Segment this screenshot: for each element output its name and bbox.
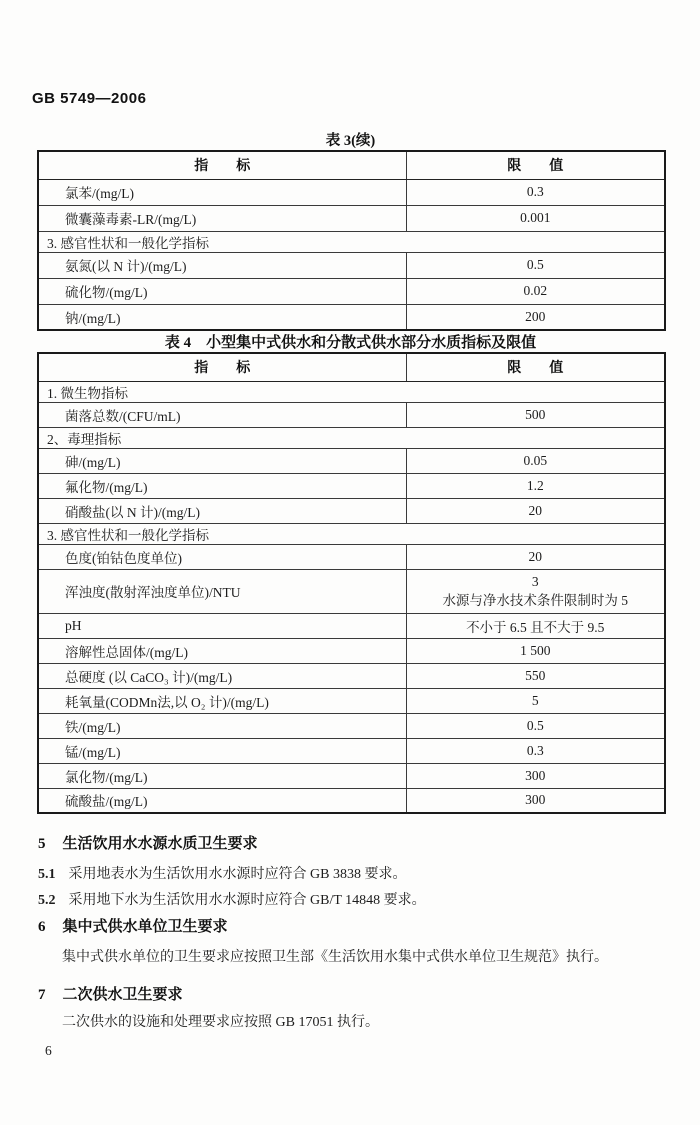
indicator-cell: 铁/(mg/L)	[38, 713, 406, 738]
clause-5-1	[38, 863, 406, 883]
section-title: 二次供水卫生要求	[62, 987, 183, 1003]
section-number: 6	[38, 919, 46, 935]
indicator-cell: pH	[38, 613, 406, 638]
table-header-row	[38, 151, 665, 179]
category-cell: 3. 感官性状和一般化学指标	[38, 231, 665, 252]
indicator-cell: 微囊藻毒素-LR/(mg/L)	[38, 205, 406, 231]
table-row	[38, 498, 665, 523]
limit-cell: 300	[406, 788, 665, 813]
limit-cell: 0.02	[406, 278, 665, 304]
indicator-cell: 总硬度 (以 CaCO₃ 计)/(mg/L)	[38, 663, 406, 688]
indicator-cell: 硫酸盐/(mg/L)	[38, 788, 406, 813]
table-3	[37, 150, 666, 331]
section-title: 生活饮用水水源水质卫生要求	[62, 836, 258, 852]
table-row	[38, 738, 665, 763]
category-cell: 3. 感官性状和一般化学指标	[38, 523, 665, 544]
limit-cell: 0.05	[406, 448, 665, 473]
table-row	[38, 205, 665, 231]
limit-cell: 200	[406, 304, 665, 330]
section-5-heading	[38, 832, 258, 853]
clause-text: 采用地表水为生活饮用水水源时应符合 GB 3838 要求。	[68, 867, 407, 882]
indicator-cell: 浑浊度(散射浑浊度单位)/NTU	[38, 569, 406, 613]
section-7-heading	[38, 983, 183, 1004]
indicator-cell: 氯苯/(mg/L)	[38, 179, 406, 205]
table-row	[38, 304, 665, 330]
clause-number: 5.1	[38, 867, 56, 882]
table-header-row	[38, 353, 665, 381]
limit-cell: 0.001	[406, 205, 665, 231]
limit-cell: 20	[406, 544, 665, 569]
limit-cell: 5	[406, 688, 665, 713]
indicator-cell: 菌落总数/(CFU/mL)	[38, 402, 406, 427]
indicator-cell: 色度(铂钴色度单位)	[38, 544, 406, 569]
limit-cell: 0.3	[406, 179, 665, 205]
table-row	[38, 448, 665, 473]
table-row	[38, 278, 665, 304]
table-row	[38, 713, 665, 738]
category-cell: 2、毒理指标	[38, 427, 665, 448]
limit-value: 3	[531, 574, 539, 589]
table-row	[38, 788, 665, 813]
header-indicator: 指 标	[38, 353, 406, 381]
indicator-cell: 硝酸盐(以 N 计)/(mg/L)	[38, 498, 406, 523]
clause-text: 采用地下水为生活饮用水水源时应符合 GB/T 14848 要求。	[68, 893, 426, 908]
category-row	[38, 427, 665, 448]
limit-cell: 20	[406, 498, 665, 523]
indicator-cell: 氨氮(以 N 计)/(mg/L)	[38, 252, 406, 278]
table-row	[38, 402, 665, 427]
table-4	[37, 352, 666, 814]
indicator-cell: 氟化物/(mg/L)	[38, 473, 406, 498]
limit-cell: 500	[406, 402, 665, 427]
table-row	[38, 569, 665, 613]
table4-title: 表 4 小型集中式供水和分散式供水部分水质指标及限值	[164, 335, 537, 351]
standard-code: GB 5749—2006	[32, 90, 147, 107]
limit-cell: 0.5	[406, 252, 665, 278]
table-row	[38, 252, 665, 278]
indicator-cell: 氯化物/(mg/L)	[38, 763, 406, 788]
limit-cell: 550	[406, 663, 665, 688]
section-number: 5	[38, 836, 46, 852]
limit-cell: 不小于 6.5 且不大于 9.5	[406, 613, 665, 638]
category-row	[38, 231, 665, 252]
section-7-paragraph: 二次供水的设施和处理要求应按照 GB 17051 执行。	[62, 1015, 379, 1030]
category-row	[38, 523, 665, 544]
table-row	[38, 179, 665, 205]
header-limit: 限 值	[406, 151, 665, 179]
limit-cell: 300	[406, 763, 665, 788]
indicator-cell: 硫化物/(mg/L)	[38, 278, 406, 304]
limit-cell: 0.5	[406, 713, 665, 738]
section-title: 集中式供水单位卫生要求	[62, 919, 228, 935]
page-number: 6	[45, 1043, 52, 1058]
category-row	[38, 381, 665, 402]
header-limit: 限 值	[406, 353, 665, 381]
table-row	[38, 473, 665, 498]
indicator-cell: 砷/(mg/L)	[38, 448, 406, 473]
table-row	[38, 763, 665, 788]
section-number: 7	[38, 987, 46, 1003]
table-row	[38, 688, 665, 713]
limit-cell	[406, 569, 665, 613]
clause-number: 5.2	[38, 893, 56, 908]
indicator-cell: 耗氧量(CODMn法,以 O₂ 计)/(mg/L)	[38, 688, 406, 713]
limit-cell: 0.3	[406, 738, 665, 763]
header-indicator: 指 标	[38, 151, 406, 179]
table-row	[38, 663, 665, 688]
section-6-heading	[38, 915, 228, 936]
limit-cell: 1.2	[406, 473, 665, 498]
table-row	[38, 638, 665, 663]
clause-5-2	[38, 889, 426, 909]
limit-note: 水源与净水技术条件限制时为 5	[442, 593, 629, 608]
table3-title: 表 3(续)	[325, 133, 376, 149]
category-cell: 1. 微生物指标	[38, 381, 665, 402]
indicator-cell: 锰/(mg/L)	[38, 738, 406, 763]
indicator-cell: 溶解性总固体/(mg/L)	[38, 638, 406, 663]
table-row	[38, 613, 665, 638]
table-row	[38, 544, 665, 569]
indicator-cell: 钠/(mg/L)	[38, 304, 406, 330]
section-6-paragraph: 集中式供水单位的卫生要求应按照卫生部《生活饮用水集中式供水单位卫生规范》执行。	[62, 950, 608, 965]
limit-cell: 1 500	[406, 638, 665, 663]
